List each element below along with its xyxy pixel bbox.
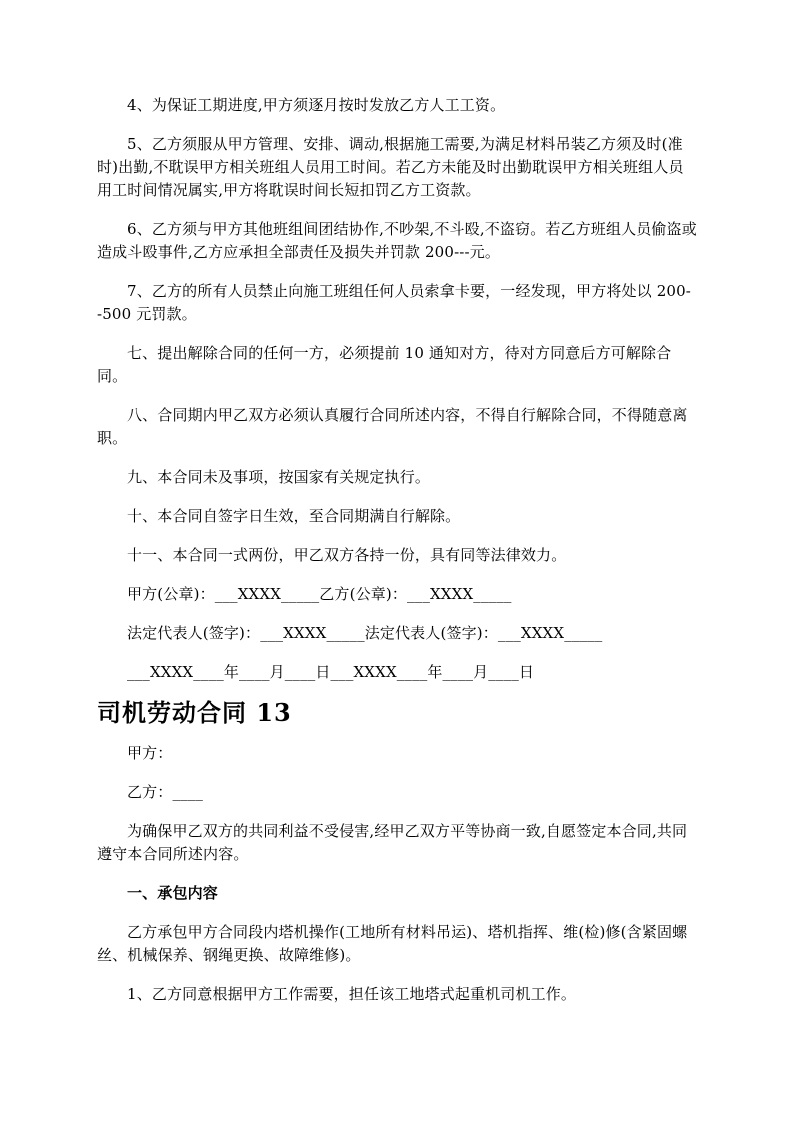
paragraph-item-5: 5、乙方须服从甲方管理、安排、调动,根据施工需要,为满足材料吊装乙方须及时(准时)出勤,不耽误甲方相关班组人员用工时间。若乙方未能及时出勤耽误甲方相关班组人员用工时间情况属实,甲方将耽误时间长短扣罚乙方工资款。 (97, 135, 684, 199)
paragraph-clause-8: 八、合同期内甲乙双方必须认真履行合同所述内容，不得自行解除合同，不得随意离职。 (97, 406, 688, 447)
intro-paragraph: 为确保甲乙双方的共同利益不受侵害,经甲乙双方平等协商一致,自愿签定本合同,共同遵守本合同所述内容。 (97, 822, 688, 863)
paragraph-clause-9: 九、本合同未及事项，按国家有关规定执行。 (127, 468, 431, 486)
paragraph-item-6: 6、乙方须与甲方其他班组间团结协作,不吵架,不斗殴,不盗窃。若乙方班组人员偷盗或造成斗殴事件,乙方应承担全部责任及损失并罚款 200---元。 (97, 220, 697, 261)
signature-seal-line: 甲方(公章)：___XXXX_____乙方(公章)：___XXXX_____ (127, 585, 512, 603)
signature-date-line: ___XXXX____年____月____日___XXXX____年____月____日 (127, 663, 535, 681)
section-title: 司机劳动合同 13 (97, 698, 292, 727)
paragraph-clause-11: 十一、本合同一式两份，甲乙双方各持一份，具有同等法律效力。 (127, 546, 567, 564)
clause-heading: 一、承包内容 (127, 884, 218, 902)
party-a-label: 甲方： (127, 744, 173, 762)
clause-body: 乙方承包甲方合同段内塔机操作(工地所有材料吊运)、塔机指挥、维(检)修(含紧固螺丝、机械保养、钢绳更换、故障维修)。 (97, 923, 688, 964)
signature-representative-line: 法定代表人(签字)：___XXXX_____法定代表人(签字)：___XXXX_____ (127, 624, 603, 642)
clause-item-1: 1、乙方同意根据甲方工作需要，担任该工地塔式起重机司机工作。 (127, 985, 577, 1003)
paragraph-item-4: 4、为保证工期进度,甲方须逐月按时发放乙方人工工资。 (127, 96, 506, 114)
paragraph-clause-10: 十、本合同自签字日生效，至合同期满自行解除。 (127, 507, 461, 525)
paragraph-clause-7: 七、提出解除合同的任何一方，必须提前 10 通知对方，待对方同意后方可解除合同。 (97, 344, 672, 385)
paragraph-item-7: 7、乙方的所有人员禁止向施工班组任何人员索拿卡要，一经发现，甲方将处以 200--500 元罚款。 (97, 282, 692, 323)
party-b-label: 乙方：____ (127, 783, 204, 801)
document-body (97, 94, 697, 1006)
